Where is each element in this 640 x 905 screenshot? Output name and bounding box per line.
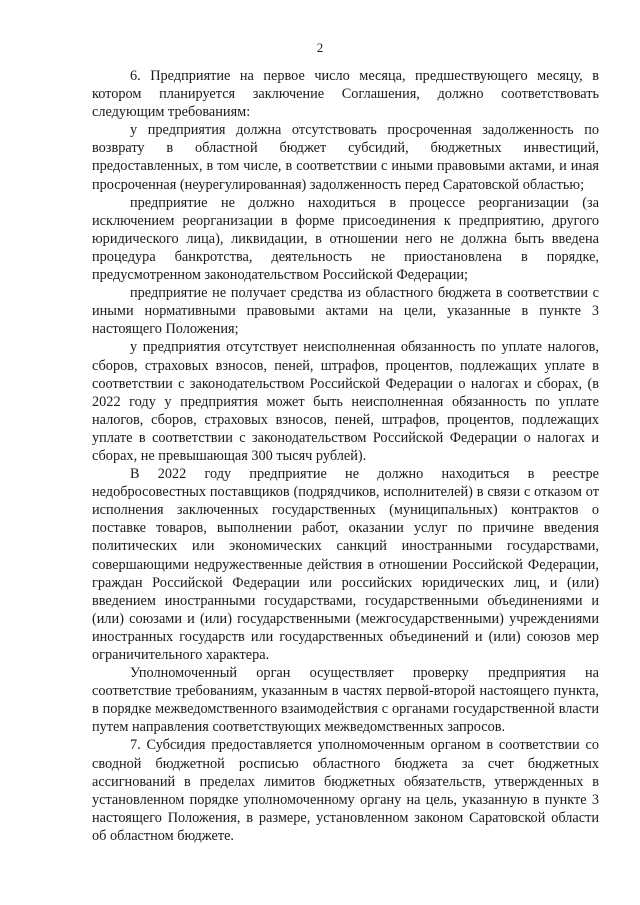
page-number: 2 — [316, 40, 324, 55]
paragraph-requirement-taxes: у предприятия отсутствует неисполненная обязанность по уплате налогов, сборов, страховых взносов, пеней, штрафов, процентов, подлежащих уплате в соответствии с законодательством Российской Федерации о налогах и сборах, (в 2022 году у предприятия может быть неисполненная обязанность по уплате налогов, сборов, страховых взносов, пеней, штрафов, процентов, подлежащих уплате в соответствии с законодательством Российской Федерации о налогах и сборах, не превышающая 300 тысяч рублей). — [92, 339, 599, 464]
paragraph-7-subsidy: 7. Субсидия предоставляется уполномоченным органом в соответствии со сводной бюджетной росписью областного бюджета за счет бюджетных ассигнований в пределах лимитов бюджетных обязательств, утвержденных в установленном порядке уполномоченному органу на цель, указанную в пункте 3 настоящего Положения, в размере, установленном законом Саратовской области об областном бюджете. — [92, 737, 599, 844]
paragraph-6-intro: 6. Предприятие на первое число месяца, предшествующего месяцу, в котором планируется заключение Соглашения, должно соответствовать следующим требованиям: — [92, 68, 599, 121]
paragraph-requirement-debt: у предприятия должна отсутствовать просроченная задолженность по возврату в областной бюджет субсидий, бюджетных инвестиций, предоставленных, в том числе, в соответствии с иными правовыми актами, и иная просроченная (неурегулированная) задолженность перед Саратовской областью; — [92, 122, 599, 193]
document-body — [92, 67, 599, 845]
paragraph-registry-2022: В 2022 году предприятие не должно находиться в реестре недобросовестных поставщиков (подрядчиков, исполнителей) в связи с отказом от исполнения заключенных государственных (муниципальных) контрактов о поставке товаров, выполнении работ, оказании услуг по причине введения политических или экономических санкций иностранными государствами, совершающими недружественные действия в отношении Российской Федерации, граждан Российской Федерации или российских юридических лиц, и (или) введением иностранными государствами, государственными объединениями и (или) союзами и (или) государственными (межгосударственными) учреждениями иностранных государств или государственных объединений и (или) союзов мер ограничительного характера. — [92, 466, 599, 663]
paragraph-requirement-reorganization: предприятие не должно находиться в процессе реорганизации (за исключением реорганизации в форме присоединения к предприятию, другого юридического лица), ликвидации, в отношении него не должна быть введена процедура банкротства, деятельность не приостановлена в порядке, предусмотренном законодательством Российской Федерации; — [92, 194, 599, 284]
paragraph-requirement-no-other-funds: предприятие не получает средства из областного бюджета в соответствии с иными нормативными правовыми актами на цели, указанные в пункте 3 настоящего Положения; — [92, 285, 599, 338]
paragraph-authority-check: Уполномоченный орган осуществляет проверку предприятия на соответствие требованиям, указанным в частях первой-второй настоящего пункта, в порядке межведомственного взаимодействия с органами государственной власти путем направления соответствующих межведомственных запросов. — [92, 665, 599, 736]
